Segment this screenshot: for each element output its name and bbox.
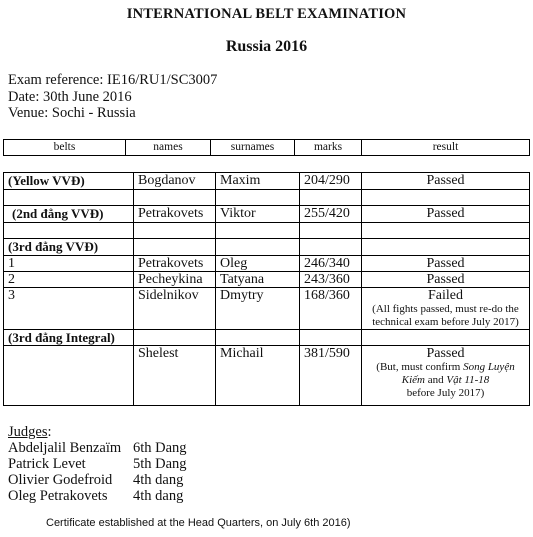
exam-reference: Exam reference: IE16/RU1/SC3007 <box>8 72 218 88</box>
document-title: INTERNATIONAL BELT EXAMINATION <box>126 6 407 22</box>
judge-row: Abdeljalil Benzaïm 6th Dang <box>8 440 187 456</box>
result-note-line1: (All fights passed, must re-do the <box>372 303 519 315</box>
cell-index: 2 <box>4 272 134 288</box>
result-note-line2: Kiếm and Vật 11-18 <box>401 374 490 386</box>
exam-venue: Venue: Sochi - Russia <box>8 105 136 121</box>
table-row <box>4 346 530 406</box>
judge-row: Olivier Godefroid 4th dang <box>8 472 184 488</box>
result-note-line3: before July 2017) <box>406 387 485 399</box>
judge-row: Oleg Petrakovets 4th dang <box>8 488 184 504</box>
cell-surname: Tatyana <box>216 272 300 288</box>
cell-result: Passed <box>362 256 530 272</box>
table-row <box>4 206 530 223</box>
cell-name: Petrakovets <box>134 206 216 223</box>
table-row <box>4 173 530 190</box>
cell-surname: Dmytry <box>216 288 300 330</box>
cell-name: Shelest <box>134 346 216 406</box>
cell-marks: 381/590 <box>300 346 362 406</box>
table-row <box>4 330 530 346</box>
header-result: result <box>362 140 530 156</box>
document-subtitle: Russia 2016 <box>225 38 308 55</box>
judges-section <box>8 424 187 504</box>
header-table <box>3 139 530 156</box>
section-label-integral: (3rd đẳng Integral) <box>4 330 134 346</box>
table-row-spacer <box>4 190 530 206</box>
table-row-spacer <box>4 223 530 239</box>
cell-marks: 243/360 <box>300 272 362 288</box>
cell-result-failed <box>362 288 530 330</box>
results-table <box>3 172 530 406</box>
result-note-line2: technical exam before July 2017) <box>372 316 519 328</box>
header-marks: marks <box>295 140 362 156</box>
exam-meta <box>8 72 217 122</box>
cell-result: Passed <box>362 206 530 223</box>
header-belts: belts <box>4 140 126 156</box>
cell-marks: 204/290 <box>300 173 362 190</box>
cell-surname: Maxim <box>216 173 300 190</box>
table-row <box>4 272 530 288</box>
section-label-third: (3rd đẳng VVĐ) <box>4 239 134 256</box>
cell-marks: 255/420 <box>300 206 362 223</box>
judge-row: Patrick Levet 5th Dang <box>8 456 187 472</box>
cell-surname: Michail <box>216 346 300 406</box>
table-row <box>4 288 530 330</box>
section-label-second: (2nd đẳng VVĐ) <box>4 206 134 223</box>
cell-name: Pecheykina <box>134 272 216 288</box>
cell-surname: Oleg <box>216 256 300 272</box>
cell-name: Bogdanov <box>134 173 216 190</box>
certificate-note: Certificate established at the Head Quarters, on July 6th 2016) <box>46 517 351 529</box>
cell-result-integral <box>362 346 530 406</box>
cell-name: Sidelnikov <box>134 288 216 330</box>
header-names: names <box>126 140 211 156</box>
judges-heading: Judges: <box>8 424 52 440</box>
table-row <box>4 239 530 256</box>
header-surnames: surnames <box>211 140 295 156</box>
header-row <box>4 140 530 156</box>
exam-date: Date: 30th June 2016 <box>8 88 132 105</box>
result-text: Failed <box>428 288 463 303</box>
cell-marks: 168/360 <box>300 288 362 330</box>
cell-result: Passed <box>362 173 530 190</box>
cell-surname: Viktor <box>216 206 300 223</box>
section-label-yellow: (Yellow VVĐ) <box>4 173 134 190</box>
cell-result: Passed <box>362 272 530 288</box>
table-row <box>4 256 530 272</box>
cell-name: Petrakovets <box>134 256 216 272</box>
cell-index: 1 <box>4 256 134 272</box>
cell-marks: 246/340 <box>300 256 362 272</box>
result-note-line1: (But, must confirm Song Luyện <box>376 361 515 373</box>
result-text: Passed <box>426 346 465 361</box>
cell-index: 3 <box>4 288 134 330</box>
